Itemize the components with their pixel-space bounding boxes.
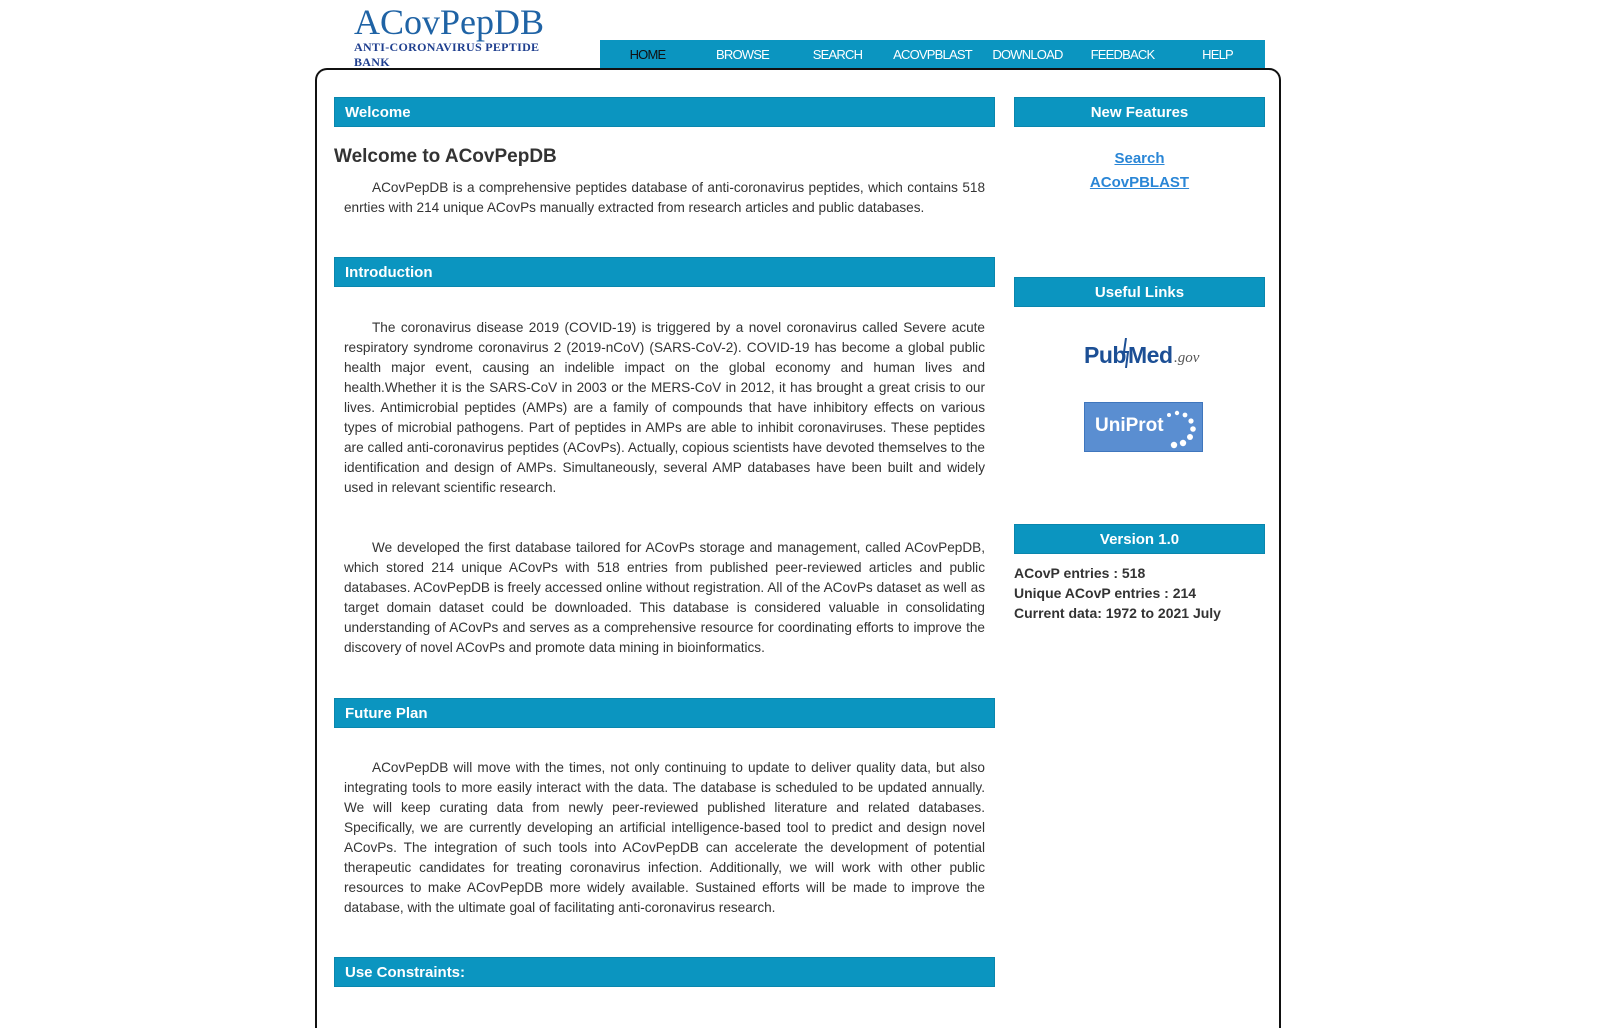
- pubmed-logo-pub: Pub: [1084, 342, 1126, 368]
- nav-download[interactable]: DOWNLOAD: [992, 47, 1063, 62]
- nav-feedback[interactable]: FEEDBACK: [1090, 47, 1155, 62]
- site-logo[interactable]: [354, 2, 564, 70]
- nav-help[interactable]: HELP: [1202, 47, 1233, 62]
- new-features-bar: New Features: [1014, 97, 1265, 127]
- welcome-text: ACovPepDB is a comprehensive peptides database of anti-coronavirus peptides, which contains 518 enrties with 214 unique ACovPs manually extracted from research articles and public databases.: [344, 180, 985, 215]
- introduction-paragraph-2: We developed the first database tailored for ACovPs storage and management, called ACovPepDB, which stored 214 unique ACovPs with 518 entries from published peer-reviewed articles and public databases. ACovPepDB is freely accessed online without registration. All of the ACovPs dataset as well as target domain dataset could be downloaded. This database is considered valuable in consolidating understanding of ACovPs and serves as a comprehensive resource for coordinating efforts to improve the discovery of novel ACovPs and promote data mining in bioinformatics.: [344, 540, 985, 655]
- introduction-bar: Introduction: [334, 257, 995, 287]
- logo-subtitle: ANTI-CORONAVIRUS PEPTIDE BANK: [354, 40, 540, 69]
- uniprot-logo-link[interactable]: [1084, 402, 1203, 452]
- welcome-heading: Welcome to ACovPepDB: [334, 146, 557, 167]
- welcome-bar: Welcome: [334, 97, 995, 127]
- version-bar: Version 1.0: [1014, 524, 1265, 554]
- pubmed-logo-med: Med: [1128, 342, 1173, 368]
- uniprot-logo-text: UniProt: [1095, 415, 1164, 436]
- pubmed-logo-link[interactable]: [1084, 340, 1204, 374]
- version-stats: [1014, 563, 1221, 623]
- new-feature-link-acovpblast[interactable]: ACovPBLAST: [1089, 174, 1190, 191]
- future-plan-bar: Future Plan: [334, 698, 995, 728]
- use-constraints-bar: Use Constraints:: [334, 957, 995, 987]
- pubmed-logo-gov: .gov: [1174, 350, 1200, 366]
- nav-search[interactable]: SEARCH: [812, 47, 863, 62]
- main-nav: [600, 40, 1265, 69]
- nav-acovpblast[interactable]: ACOVPBLAST: [893, 47, 972, 62]
- nav-browse[interactable]: BROWSE: [716, 47, 769, 62]
- new-feature-link-search[interactable]: Search: [1114, 150, 1165, 167]
- future-plan-text: ACovPepDB will move with the times, not only continuing to update to deliver quality data, but also integrating tools to more easily interact with the data. The database is scheduled to be updated annually. We will keep curating data from newly peer-reviewed published literature and related databases. Specifically, we are currently developing an artificial intelligence-based tool to predict and design novel ACovPs. The integration of such tools into ACovPepDB can accelerate the development of potential therapeutic candidates for treating coronavirus infection. Additionally, we will work with other public resources to make ACovPepDB more widely available. Sustained efforts will be made to improve the database, with the ultimate goal of facilitating anti-coronavirus research.: [344, 760, 985, 915]
- introduction-paragraph-1: The coronavirus disease 2019 (COVID-19) is triggered by a novel coronavirus called Severe acute respiratory syndrome coronavirus 2 (2019-nCoV) (SARS-CoV-2). COVID-19 has become a global public health major event, causing an indelible impact on the global economy and human lives and health.Whether it is the SARS-CoV in 2003 or the MERS-CoV in 2012, it has brought a great crisis to our lives. Antimicrobial peptides (AMPs) are a family of compounds that have inhibitory effects on various types of microbial pathogens. Part of peptides in AMPs are able to inhibit coronaviruses. These peptides are called anti-coronavirus peptides (ACovPs). Actually, copious scientists have devoted themselves to the identification and design of AMPs. Simultaneously, several AMP databases have been built and widely used in relevant scientific research.: [344, 320, 985, 495]
- useful-links-bar: Useful Links: [1014, 277, 1265, 307]
- uniprot-dots-icon: [1085, 403, 1204, 453]
- stat-current-data: Current data: 1972 to 2021 July: [1014, 605, 1221, 621]
- stat-acovp-entries: ACovP entries : 518: [1014, 565, 1146, 581]
- nav-home[interactable]: HOME: [629, 47, 666, 62]
- logo-title: ACovPepDB: [354, 2, 545, 42]
- stat-unique-acovp-entries: Unique ACovP entries : 214: [1014, 585, 1197, 601]
